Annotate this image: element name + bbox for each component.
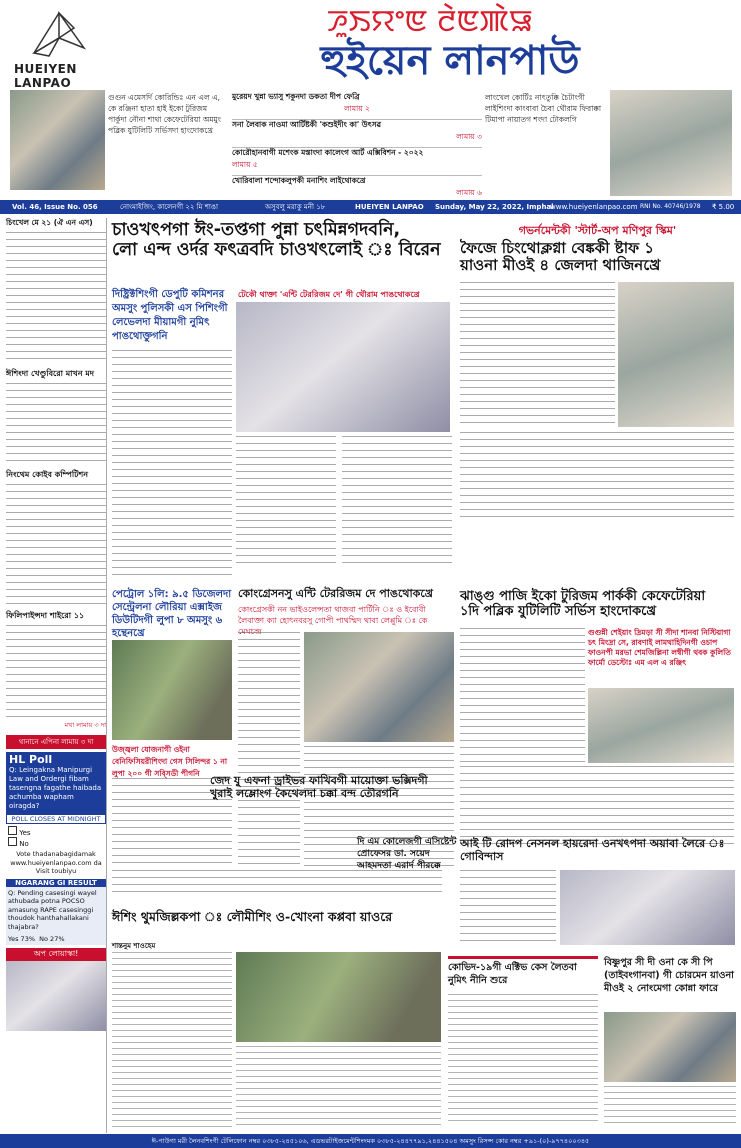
brief1-title: চিংখেল মে ২১ (ঐ এন এস): [6, 218, 93, 227]
scheme-headline: ফৈজে চিংথোক্লগ্না বেঙ্ককী ষ্টাফ ১ য়াওনা মীওই ৪ জেলদা থাজিনখ্রে: [460, 239, 661, 275]
more-ref[interactable]: মখা লামায় ৩ দা: [64, 721, 106, 729]
petrol-caption: উজ্জ্বলা যোজনাগী ওইনা বেনিফিসিয়রীশিংদা গেস সিলিন্দর ১ না লুপা ২০০ গী সব্সিডী পীগনি: [112, 745, 228, 778]
poll-vote-text[interactable]: Vote thadanabagidamak www.hueiyenlanpao.com da Visit toubiyu: [10, 850, 102, 875]
teaser-1[interactable]: মুরেয়দ খুন্না ভ্যাসু শকুনদা ডকতা দীপ ফেব্রি লামায় ২: [232, 92, 482, 120]
main-headline: চাওখৎপগা ঈং-তপ্তগা পুন্না চৎমিন্নগদবনি, লো এন্দ ওর্দর ফৎত্রবদি চাওখৎলোই ঃ বিরেন: [112, 220, 441, 261]
dateline-bar: [0, 200, 741, 214]
poll-title: HL Poll: [9, 753, 53, 766]
eco-photo: [588, 688, 734, 763]
result-bars: [6, 933, 106, 945]
sidebar: [6, 218, 107, 1133]
brief1-body: [6, 232, 106, 362]
bishnupur-headline: বিষ্ণুপুর সী দী ওনা কে সী পি (তাইবংগানবা) গী চোরমেন য়াওনা মীওই ২ নোংমেগা কোন্না ফারে: [604, 957, 734, 994]
issue-date: Sunday, May 22, 2022, Imphal: [435, 203, 554, 211]
brief2-title: ঈশিংদা খেণ্ডুবিরো মাখন মদ: [6, 369, 94, 378]
congress-headline: কোংগ্রেসনসু এন্টি টেররিজম দে পাঙথোকখ্রে: [238, 587, 433, 600]
main-story-col2: [236, 436, 336, 566]
main-story-col1: [112, 350, 232, 580]
irdp-headline: আই টি রোদপ নেসনল হায়রেদা ওনখৎপদা অয়াবা লৈরে ঃ গোবিন্দাস: [460, 837, 725, 863]
top-right-caption: লাংখেল কোর্টিঃ নাৎতুক্কি চৈটাংগী লাইশিংদা কাংবাবা চৈবা থৌরাম ফিরাক্কা টিমাপা নায়াতগ শংদা টোকলগি: [485, 93, 602, 124]
brief3-title: নিংথেম কোইব কম্পিটিশন: [6, 470, 89, 479]
rains-story: [112, 952, 232, 1127]
rains-photo: [236, 952, 441, 1042]
teaser-2[interactable]: সনা লৈবাক নাওমা আর্টিষ্টকী 'কশুইদীং কা' উৎসৱ লামায় ৩: [232, 120, 482, 148]
photo-caption-tag: টেকৌ থাক্তা 'এন্টি টেররিজম দে' গী থৌরাম পাঙথোকখ্রে: [238, 290, 420, 299]
covid-story: [448, 994, 598, 1124]
eco-caption: গুগুন্নী শেইয়াং দ্রিমড়া সী সীদা শানবা নিস্টিয়াগা চৎ মিংদ্রা সে, রাবণাই লামথাহিদিনগী ওচাপ ফাওনপী মরভা শেমজিল্লিনা লম্বীগী থবক কুলিতি ফার্মো ডেস্টোঃ এম এল এ রঞ্জিৎ: [588, 628, 731, 667]
irdp-story: [460, 870, 556, 945]
logo: [14, 8, 104, 90]
title-bengali: হুইয়েন লানপাউ: [320, 38, 580, 84]
scheme-photo: [618, 282, 734, 427]
local-date: নোংমাইজিং, কালেনগী ২২ মি শাঙা: [120, 203, 219, 211]
poll-box: [6, 752, 106, 814]
result-no: No 27%: [39, 935, 65, 943]
college-headline: দি এম কোলেজগী এসিষ্টেন্ট প্রোফেসর ডা. সয়েদ আহমদতা এরাৰ্দ পীরক্কে: [357, 837, 457, 871]
brief4-title: ফিলিপাইন্সদা শাইরো ১১: [6, 611, 85, 620]
irdp-photo: [560, 870, 735, 945]
result-title: NGARANG GI RESULT: [6, 879, 106, 887]
eco-story: [460, 628, 585, 763]
driver-headline: জেদ যু এফনা ড্রাইভর ফাখিবগী মায়োক্তা ভক্সিদগী খুরাই লম্লোংগ কৈথেলদা চক্কা বন্দ তৌরগনি: [210, 774, 428, 800]
poll-ref[interactable]: থানানে এপিনা লামায় ৩ দা: [6, 735, 106, 749]
eco-story-2: [460, 766, 734, 846]
congress-photo: [304, 632, 454, 742]
local-date-2: অসুবলু মরাকু মনী ১৮: [265, 203, 326, 211]
scheme-story-2: [460, 432, 734, 522]
scheme-tag: গভর্নমেন্টকী 'স্টার্ট-অপ মণিপুর স্কিম': [518, 224, 677, 237]
result-question: Q: Pending casesingi wayel athubada potna POCSO amasung RAPE casesinggi thoudok hanthahallakani thajabra?: [6, 887, 106, 934]
main-photo: [236, 302, 450, 432]
teaser-3[interactable]: কোরৌহানবাগী মশেংক মস্তাংদা কালেংগ আর্ট এক্সিবিশন - ২০২২ লামায় ৫: [232, 148, 482, 176]
top-left-caption: গুগুন এমেসর্দি কোরিন্ডিঃ এন এল এ, কে রঞ্জিনা হাতা হাই ইকো টুরিজম পার্কুদা নৌনা শাথা কেফেটেরিয়া অমমুং পব্লিক যুটিলিটি সর্ভিসদা হাংদোকখ্রে: [108, 93, 221, 135]
covid-headline: কোভিদ-১৯গী এক্টিভ কেস লৈতবা নুমিৎ নীনি শুরে: [448, 956, 598, 987]
driver-story: [112, 870, 442, 895]
price: ₹ 5.00: [712, 203, 735, 211]
bishnupur-photo: [604, 1012, 736, 1082]
teaser-list: [232, 92, 482, 200]
cartoon-image: [6, 961, 106, 1031]
poll-question: Q: Leingakna Manipurgi Law and Ordergi fibam tasengna fagathe haibada achumba wapham oiragda?: [9, 766, 102, 810]
website-link[interactable]: www.hueiyenlanpao.com: [550, 203, 638, 211]
teaser-4[interactable]: খোরিবালা শন্দোকলুপকী মনাশিং লাইথোকখ্রে লামায় ৬: [232, 176, 482, 197]
rains-byline: শান্তনুম শাওহেম: [112, 942, 156, 950]
petrol-photo: [112, 640, 232, 740]
poll-option-no[interactable]: No: [8, 837, 104, 848]
result-yes: Yes 73%: [8, 935, 36, 943]
congress-subhead: কোংগ্রেসকী নন ভাইওলেন্সতা থাজবা পার্টিনি ঃ ও ইবোবী লৈবাক্তা ক্যা হোৎনবরসু গোপী পাথম্মিদ থাবা লেপ্পুমি ঃ কে মেঘচন্দ্র: [238, 605, 428, 636]
cartoon-title: অপ লোয়াস্কা!: [6, 948, 106, 961]
eco-headline: ঝাঙ্গু পাজি ইকো টুরিজম পার্ককী কেফেটেরিয়া ১দি পব্লিক যুটিলিটি সর্ভিস হাংদোকখ্রে: [460, 589, 706, 619]
paper-name: HUEIYEN LANPAO: [355, 203, 424, 211]
footer: ঈ-পাউগা মরী লৈনবশিংগী টেলিফোন নম্বর ০৩৮৫-২৪৫১০৬, এডভরটাইজমেন্টশিংদমক ০৩৮৫-২৪৪৭৭৯১,২৪৪১৫০৪ অমসুং রিসপ্স কোর নম্বর +৯১-(০)-৯৭৭৪০০৩৪৫: [0, 1134, 741, 1148]
masthead: [0, 0, 741, 90]
brief4-body: [6, 625, 106, 720]
volume-issue: Vol. 46, Issue No. 056: [12, 203, 98, 211]
origami-bird-icon: [14, 8, 104, 58]
bishnupur-story: [604, 1086, 736, 1126]
rains-story-2: [236, 1046, 441, 1126]
rni-number: RNI No. 40746/1978: [640, 203, 701, 210]
main-story-col3: [342, 436, 452, 566]
brief3-body: [6, 484, 106, 604]
title-meitei: ꯍꯨꯏꯌꯦꯟ ꯂꯥꯟꯄꯥꯎ: [327, 4, 533, 39]
main-subhead: দিষ্ট্রিক্টশিংগী ডেপুটি কমিশনর অমসুং পুলিসকী এস পিশিংগী লেভেলদা মীয়ামগী নুমিৎ পাঙথোক্তুগনি: [112, 289, 228, 342]
congress-story: [238, 632, 300, 867]
top-right-photo: [610, 90, 732, 196]
poll-option-yes[interactable]: Yes: [8, 826, 104, 837]
rains-headline: ঈশিং থুমজিল্লকপা ঃ লৌমীশিং ও-খোংনা কপ্পবা য়াওরে: [112, 909, 393, 924]
scheme-story: [460, 282, 615, 427]
petrol-headline: পেট্রোল ১লি: ৯.৫ ডিজেলদা সেন্ট্রেলনা লৌরিয়া এক্সাইজ ডিউটিদগী লুপা ৮ অমসুং ৬ হন্থেনখ্রে: [112, 589, 232, 639]
poll-closes: POLL CLOSES AT MIDNIGHT: [6, 814, 106, 824]
logo-text: HUEIYEN LANPAO: [14, 62, 77, 90]
brief2-body: [6, 383, 106, 463]
top-left-photo: [10, 90, 105, 190]
